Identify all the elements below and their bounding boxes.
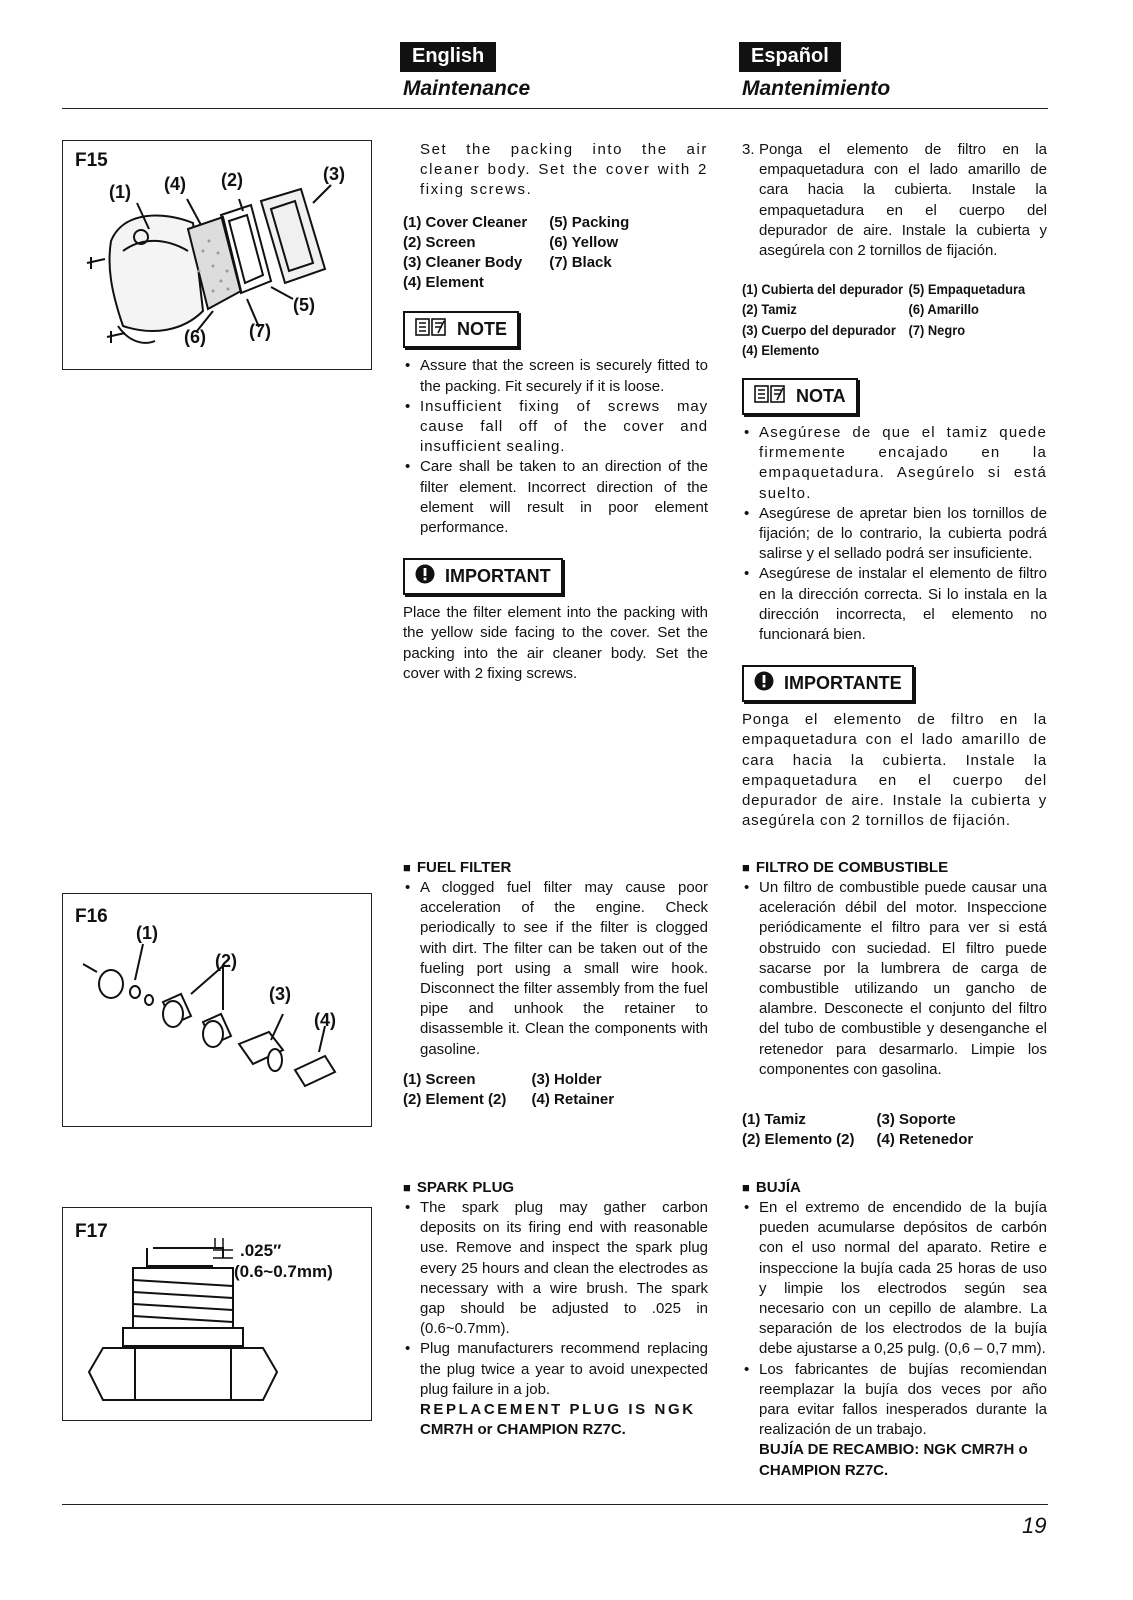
important-label: [403, 558, 563, 595]
spark-gap-mm: (0.6~0.7mm): [234, 1262, 333, 1281]
note-label: [403, 311, 519, 348]
replacement-plug-line-1: REPLACEMENT PLUG IS NGK: [420, 1401, 696, 1419]
fuel-filter-legend-es: [742, 1110, 995, 1150]
note-box: [403, 311, 708, 348]
note-bullet: • Care shall be taken to an direction of the filter element. Incorrect direction of the element will result in poor element performance.: [403, 457, 708, 538]
nota-bullet: • Asegúrese de instalar el elemento de filtro en la dirección correcta. Si lo instala en la dirección incorrecta, el elemento no funcionará bien.: [742, 564, 1047, 645]
legend-item: (3) Cleaner Body: [403, 254, 523, 272]
figure-label-f16: F16: [75, 906, 108, 927]
spark-plug-heading-es: ■ BUJÍA: [742, 1178, 1047, 1198]
callout-f16-4: (4): [314, 1010, 336, 1030]
air-cleaner-legend-es: [742, 279, 1045, 360]
air-cleaner-legend: [403, 213, 651, 294]
legend-item: (3) Holder: [531, 1070, 602, 1088]
spanish-column: [742, 140, 1047, 831]
spark-plug-section-en: [403, 1178, 708, 1440]
callout-f16-1: (1): [136, 923, 158, 943]
replacement-plug-es: BUJÍA DE RECAMBIO: NGK CMR7H o CHAMPION RZ7C.: [759, 1441, 1028, 1479]
legend-item: (5) Empaquetadura: [908, 281, 1026, 298]
nota-label-text: NOTA: [796, 386, 846, 407]
legend-item: (3) Cuerpo del depurador: [742, 321, 896, 338]
page-number: 19: [1022, 1513, 1047, 1538]
important-box: [403, 558, 708, 595]
replacement-plug-line-2: CMR7H or CHAMPION RZ7C.: [420, 1421, 626, 1439]
legend-item: (5) Packing: [549, 213, 630, 231]
fuel-filter-text-es: • Un filtro de combustible puede causar una aceleración débil del motor. Inspeccione periódicamente el filtro para ver si está obstruido con suciedad. El filtro puede sacarse por la lumbrera de carga de combustible utilizando un gancho de alambre. Desconecte el conjunto del filtro del tubo de combustible y desenganche el retenedor para desarmarlo. Limpie los componentes con gasolina.: [742, 878, 1047, 1080]
callout-f15-3: (3): [323, 164, 345, 184]
figure-label-f15: F15: [75, 150, 108, 171]
english-tab: English: [400, 42, 496, 72]
espanol-tab: Español: [739, 42, 841, 72]
callout-f15-5: (5): [293, 295, 315, 315]
note-bullet: • Assure that the screen is securely fitted to the packing. Fit securely if it is loose.: [403, 356, 708, 396]
callout-f16-2: (2): [215, 951, 237, 971]
legend-item: (4) Retainer: [531, 1091, 615, 1109]
notebook-icon: [754, 384, 786, 409]
note-bullet: • Insufficient fixing of screws may cause fall off of the cover and insufficient sealing.: [403, 397, 708, 458]
nota-label: [742, 378, 858, 415]
legend-item: (2) Element (2): [403, 1091, 507, 1109]
legend-item: [549, 273, 651, 293]
legend-item: (4) Element: [403, 274, 484, 292]
fuel-filter-text: • A clogged fuel filter may cause poor acceleration of the engine. Check periodically to see if the filter is clogged with dirt. The filter can be taken out of the fueling port using a small wire hook. Disconnect the filter assembly from the fuel pipe and unhook the retainer to disassemble it. Clean the components with gasoline.: [403, 878, 708, 1060]
spark-plug-heading: ■ SPARK PLUG: [403, 1178, 708, 1198]
figure-f17: [62, 1207, 372, 1421]
legend-item: (3) Soporte: [876, 1111, 956, 1129]
spark-plug-bullet: • The spark plug may gather carbon deposits on its firing end with reasonable use. Remove and inspect the spark plug every 25 hours and clean the electrodes as necessary with a wire brush. The spark gap should be adjusted to .025 in (0.6~0.7mm).: [403, 1198, 708, 1339]
callout-f15-7: (7): [249, 321, 271, 341]
callout-f15-1: (1): [109, 182, 131, 202]
legend-item: (1) Screen: [403, 1070, 476, 1088]
legend-item: (6) Amarillo: [908, 301, 979, 318]
callout-f15-4: (4): [164, 174, 186, 194]
importante-label-text: IMPORTANTE: [784, 673, 902, 694]
fuel-filter-heading: ■ FUEL FILTER: [403, 858, 708, 878]
exclamation-icon: [754, 671, 774, 696]
legend-item: [909, 340, 1046, 360]
legend-item: (2) Elemento (2): [742, 1131, 855, 1149]
step-text: Ponga el elemento de filtro en la empaquetadura con el lado amarillo de cara hacia la cubierta. Instale la empaquetadura en el cuerpo del depurador de aire. Instale la cubierta y asegúrela con 2 tornillos de fijación.: [759, 141, 1047, 260]
spark-plug-gap-drawing: [63, 1208, 371, 1420]
legend-item: (7) Black: [549, 254, 612, 272]
step-number: 3.: [742, 141, 755, 158]
step-3: [742, 140, 1047, 261]
legend-item: (1) Tamiz: [742, 1111, 806, 1129]
importante-text: Ponga el elemento de filtro en la empaquetadura con el lado amarillo de cara hacia la cubierta. Instale la empaquetadura en el cuerpo del depurador de aire. Instale la cubierta y asegúrela con 2 tornillos de fijación.: [742, 711, 1047, 830]
important-label-text: IMPORTANT: [445, 566, 551, 587]
figure-label-f17: F17: [75, 1221, 108, 1242]
callout-f15-6: (6): [184, 327, 206, 347]
notebook-icon: [415, 317, 447, 342]
importante-box: [742, 665, 1047, 702]
note-label-text: NOTE: [457, 319, 508, 340]
section-title-es: Mantenimiento: [742, 77, 891, 100]
legend-item: (2) Screen: [403, 233, 476, 251]
legend-item: (4) Elemento: [742, 341, 820, 358]
header-rule: [62, 108, 1048, 109]
spark-plug-section-es: [742, 1178, 1047, 1481]
footer-rule: [62, 1504, 1048, 1505]
exclamation-icon: [415, 564, 435, 589]
fuel-filter-legend: [403, 1070, 636, 1110]
legend-item: (4) Retenedor: [876, 1131, 974, 1149]
fuel-filter-heading-es: ■ FILTRO DE COMBUSTIBLE: [742, 858, 1047, 878]
english-column: [403, 140, 708, 684]
spark-plug-bullet: • Plug manufacturers recommend replacing the plug twice a year to avoid unexpected plug failure in a job.: [403, 1339, 708, 1400]
spark-plug-bullet-es: • Los fabricantes de bujías recomiendan reemplazar la bujía dos veces por año para evitar fallos inesperados durante la realización de un trabajo.: [742, 1360, 1047, 1441]
callout-f15-2: (2): [221, 170, 243, 190]
fuel-filter-section-es: [742, 858, 1047, 1150]
legend-item: (1) Cubierta del depurador: [742, 281, 904, 298]
spark-plug-bullet-es: • En el extremo de encendido de la bujía pueden acumularse depósitos de carbón con el uso normal del aparato. Retire e inspeccione la bujía cada 25 horas de uso y limpie los electrodos según sea necesario con un cepillo de alambre. La separación de los electrodos de la bujía debe ajustarse a 0,25 pulg. (0,6 – 0,7 mm).: [742, 1198, 1047, 1360]
spark-gap-inches: .025″: [240, 1241, 282, 1260]
importante-label: [742, 665, 914, 702]
nota-bullet: • Asegúrese de apretar bien los tornillos de fijación; de lo contrario, la cubierta podrá salirse y el sellado podrá ser insuficiente.: [742, 504, 1047, 565]
air-cleaner-intro: Set the packing into the air cleaner body. Set the cover with 2 fixing screws.: [420, 141, 708, 199]
section-title-en: Maintenance: [403, 77, 531, 100]
nota-bullet: • Asegúrese de que el tamiz quede firmemente encajado en la empaquetadura. Asegúrelo si está suelto.: [742, 423, 1047, 504]
legend-item: (2) Tamiz: [742, 301, 797, 318]
legend-item: (1) Cover Cleaner: [403, 213, 528, 231]
fuel-filter-section-en: [403, 858, 708, 1110]
legend-item: (6) Yellow: [549, 233, 619, 251]
important-text: Place the filter element into the packing with the yellow side facing to the cover. Set the packing into the air cleaner body. Set the cover with 2 fixing screws.: [403, 604, 708, 682]
nota-box: [742, 378, 1047, 415]
callout-f16-3: (3): [269, 984, 291, 1004]
legend-item: (7) Negro: [908, 321, 966, 338]
